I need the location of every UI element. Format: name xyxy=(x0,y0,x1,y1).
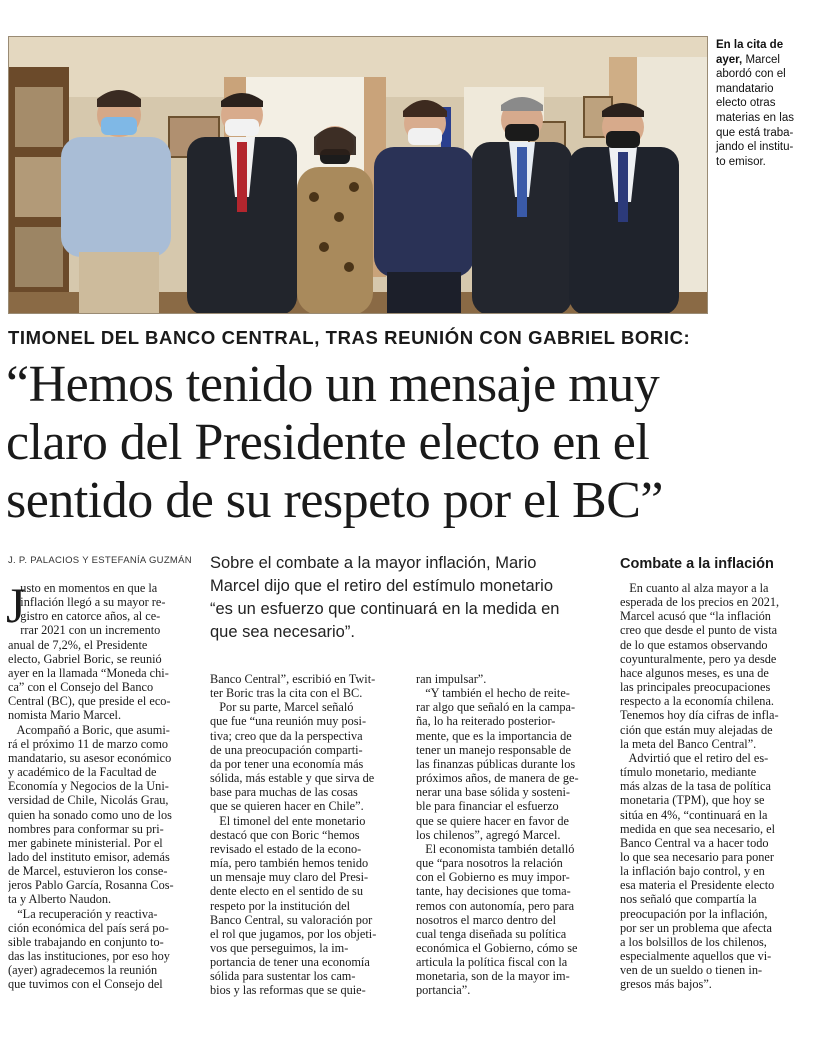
caption-line: materias en las xyxy=(716,111,794,124)
text-line: de una preocupación comparti- xyxy=(210,742,363,757)
text-line: vos que perseguimos, la im- xyxy=(210,940,349,955)
text-line: que se quiere hacer en favor de xyxy=(416,813,569,828)
text-line: Marcel acusó que “la inflación xyxy=(620,609,771,624)
text-line: da por tener una economía más xyxy=(210,756,364,771)
caption-line: to emisor. xyxy=(716,155,766,168)
text-line: Economía y Negocios de la Uni- xyxy=(8,779,169,794)
article-column-1 xyxy=(6,577,198,992)
text-line: Acompañó a Boric, que asumi- xyxy=(8,722,170,737)
text-line: económica el Gobierno, cómo se xyxy=(416,940,578,955)
text-line: respecto a la economía chilena. xyxy=(620,694,774,709)
text-line: nomista Mario Marcel. xyxy=(8,708,122,723)
text-line: base para muchas de las cosas xyxy=(210,785,358,800)
text-line: mente, que es la importancia de xyxy=(416,728,572,743)
text-line: nosotros el marco dentro del xyxy=(416,912,557,927)
group-photo-icon xyxy=(9,37,708,314)
text-line: que tuvimos con el Consejo del xyxy=(8,977,163,992)
text-line: por ser un problema que afecta xyxy=(620,920,772,935)
text-line: las finanzas públicas durante los xyxy=(416,756,576,771)
article-column-3 xyxy=(416,672,606,998)
text-line: cual tenga diseñada su política xyxy=(416,926,567,941)
text-line: rá el próximo 11 de marzo como xyxy=(8,736,169,751)
text-line: de lo que estamos observando xyxy=(620,637,768,652)
text-line: Banco Central, su valoración por xyxy=(210,912,373,927)
section-subhead: Combate a la inflación xyxy=(620,556,774,572)
text-line: a los bolsillos de los chilenos, xyxy=(620,934,767,949)
text-line: electo, Gabriel Boric, se reunió xyxy=(8,651,162,666)
text-line: rrar 2021 con un incremento xyxy=(8,623,161,638)
text-line: la inflación bajo control, y en xyxy=(620,864,765,879)
text-line: Por su parte, Marcel señaló xyxy=(210,700,354,715)
text-line: esa materia el Presidente electo xyxy=(620,878,775,893)
text-line: gistro en catorce años, al ce- xyxy=(8,609,161,624)
text-line: los chilenos”, agregó Marcel. xyxy=(416,827,561,842)
text-line: medida en que sea necesario, el xyxy=(620,821,776,836)
text-line: y académico de la Facultad de xyxy=(8,765,157,780)
text-line: mer gabinete ministerial. Por el xyxy=(8,835,163,850)
drop-cap: J xyxy=(6,577,26,633)
text-line: nerar una base sólida y sosteni- xyxy=(416,785,571,800)
text-line: sólida, más estable y que sirva de xyxy=(210,771,375,786)
pullquote-line: “es un esfuerzo que continuará en la medida en xyxy=(210,600,560,618)
caption-line: Marcel xyxy=(745,53,780,66)
pullquote-line: que sea necesario”. xyxy=(210,623,355,641)
text-line: Central (BC), que preside el eco- xyxy=(8,694,171,709)
text-line: tener un manejo responsable de xyxy=(416,742,572,757)
text-line: bios y las reformas que se quie- xyxy=(210,983,366,998)
text-line: Banco Central”, escribió en Twit- xyxy=(210,672,376,686)
text-line: que “para nosotros la relación xyxy=(416,856,563,871)
text-line: con el Gobierno es muy impor- xyxy=(416,870,570,885)
text-line: anual de 7,2%, el Presidente xyxy=(8,637,148,652)
text-line: Banco Central va a hacer todo xyxy=(620,835,769,850)
text-line: especialmente aquellos que vi- xyxy=(620,949,772,964)
text-line: respeto por la institución del xyxy=(210,898,351,913)
text-line: nos señaló que compartía la xyxy=(620,892,757,907)
pullquote-line: Marcel dijo que el retiro del estímulo monetario xyxy=(210,577,553,595)
text-line: mandatario, su asesor económico xyxy=(8,750,172,765)
photo-caption xyxy=(716,38,808,169)
text-line: dente electo en el sentido de su xyxy=(210,884,363,899)
text-line: ran impulsar”. xyxy=(416,672,487,686)
text-line: nombres para conformar su pri- xyxy=(8,821,164,836)
caption-line: abordó con el xyxy=(716,68,786,81)
text-line: ña, lo ha reiterado posterior- xyxy=(416,714,556,729)
text-line: lo que sea necesario para poner xyxy=(620,849,774,864)
text-line: “Y también el hecho de reite- xyxy=(416,686,570,701)
text-line: creo que desde el punto de vista xyxy=(620,623,778,638)
headline xyxy=(6,356,811,530)
text-line: las principales preocupaciones xyxy=(620,680,771,695)
text-line: “La recuperación y reactiva- xyxy=(8,906,158,921)
byline: J. P. PALACIOS Y ESTEFANÍA GUZMÁN xyxy=(8,555,192,566)
text-line: quien ha sonado como uno de los xyxy=(8,807,172,822)
text-line: Tenemos hoy día cifras de infla- xyxy=(620,708,779,723)
text-line: sitúa en 4%, “continuará en la xyxy=(620,807,768,822)
news-photo xyxy=(8,36,708,314)
text-line: (ayer) agradecemos la reunión xyxy=(8,963,158,978)
text-line: remos con autonomía, pero para xyxy=(416,898,575,913)
text-line: ter Boric tras la cita con el BC. xyxy=(210,686,363,701)
text-line: ción económica del país será po- xyxy=(8,920,169,935)
text-line: inflación llegó a su mayor re- xyxy=(8,595,166,610)
text-line: más alzas de la tasa de política xyxy=(620,779,771,794)
text-line: mía, pero también hemos tenido xyxy=(210,856,369,871)
text-line: ven de un sueldo o tienen in- xyxy=(620,963,763,978)
text-line: sólida para sustentar los cam- xyxy=(210,969,356,984)
text-line: El timonel del ente monetario xyxy=(210,813,366,828)
text-line: portancia de tener una economía xyxy=(210,955,370,970)
text-line: tante, hay decisiones que toma- xyxy=(416,884,571,899)
headline-line: “Hemos tenido un mensaje muy xyxy=(6,356,660,413)
text-line: ción que están muy alejadas de xyxy=(620,722,773,737)
text-line: articula la política fiscal con la xyxy=(416,955,568,970)
text-line: sible trabajando en conjunto to- xyxy=(8,934,164,949)
caption-line: que está traba- xyxy=(716,126,794,139)
caption-line: mandatario xyxy=(716,82,774,95)
kicker: TIMONEL DEL BANCO CENTRAL, TRAS REUNIÓN CON GABRIEL BORIC: xyxy=(8,327,691,348)
text-line: tiva; creo que da la perspectiva xyxy=(210,728,363,743)
text-line: jeros Pablo García, Rosanna Cos- xyxy=(8,878,174,893)
text-line: Advirtió que el retiro del es- xyxy=(620,750,769,765)
text-line: El economista también detalló xyxy=(416,841,575,856)
text-line: un mensaje muy claro del Presi- xyxy=(210,870,369,885)
text-line: próximos años, de manera de ge- xyxy=(416,771,579,786)
text-line: das las instituciones, por eso hoy xyxy=(8,949,170,964)
caption-line: electo otras xyxy=(716,97,776,110)
text-line: que fue “una reunión muy posi- xyxy=(210,714,367,729)
text-line: portancia”. xyxy=(416,983,471,998)
text-line: ca” con el Consejo del Banco xyxy=(8,680,154,695)
text-line: el rol que jugamos, por los objeti- xyxy=(210,926,377,941)
text-line: tímulo monetario, mediante xyxy=(620,765,757,780)
headline-line: sentido de su respeto por el BC” xyxy=(6,472,663,529)
text-line: que se quieren hacer en Chile”. xyxy=(210,799,364,814)
article-column-4 xyxy=(620,581,810,992)
text-line: ta y Alberto Naudon. xyxy=(8,892,112,907)
article-column-2 xyxy=(210,672,400,998)
text-line: esperada de los precios en 2021, xyxy=(620,595,780,610)
text-line: ble para financiar el esfuerzo xyxy=(416,799,559,814)
text-line: En cuanto al alza mayor a la xyxy=(620,581,769,595)
text-line: usto en momentos en que la xyxy=(8,581,158,595)
pullquote-line: Sobre el combate a la mayor inflación, Mario xyxy=(210,554,537,572)
headline-line: claro del Presidente electo en el xyxy=(6,414,650,471)
text-line: coyunturalmente, pero ya desde xyxy=(620,651,777,666)
text-line: preocupación por la inflación, xyxy=(620,906,768,921)
text-line: hace algunos meses, es una de xyxy=(620,665,769,680)
text-line: monetaria, son de la mayor im- xyxy=(416,969,570,984)
text-line: revisado el estado de la econo- xyxy=(210,841,362,856)
caption-line: jando el institu- xyxy=(716,141,794,154)
text-line: destacó que con Boric “hemos xyxy=(210,827,360,842)
text-line: monetaria (TPM), que hoy se xyxy=(620,793,765,808)
text-line: la meta del Banco Central”. xyxy=(620,736,757,751)
text-line: lado del instituto emisor, además xyxy=(8,849,170,864)
text-line: versidad de Chile, Nicolás Grau, xyxy=(8,793,169,808)
text-line: de Marcel, estuvieron los conse- xyxy=(8,864,168,879)
text-line: gresos más bajos”. xyxy=(620,977,712,992)
text-line: rar algo que señaló en la campa- xyxy=(416,700,576,715)
pullquote xyxy=(210,552,600,644)
text-line: ayer en la llamada “Moneda chi- xyxy=(8,665,169,680)
caption-lead: En la cita de ayer, xyxy=(716,39,784,66)
